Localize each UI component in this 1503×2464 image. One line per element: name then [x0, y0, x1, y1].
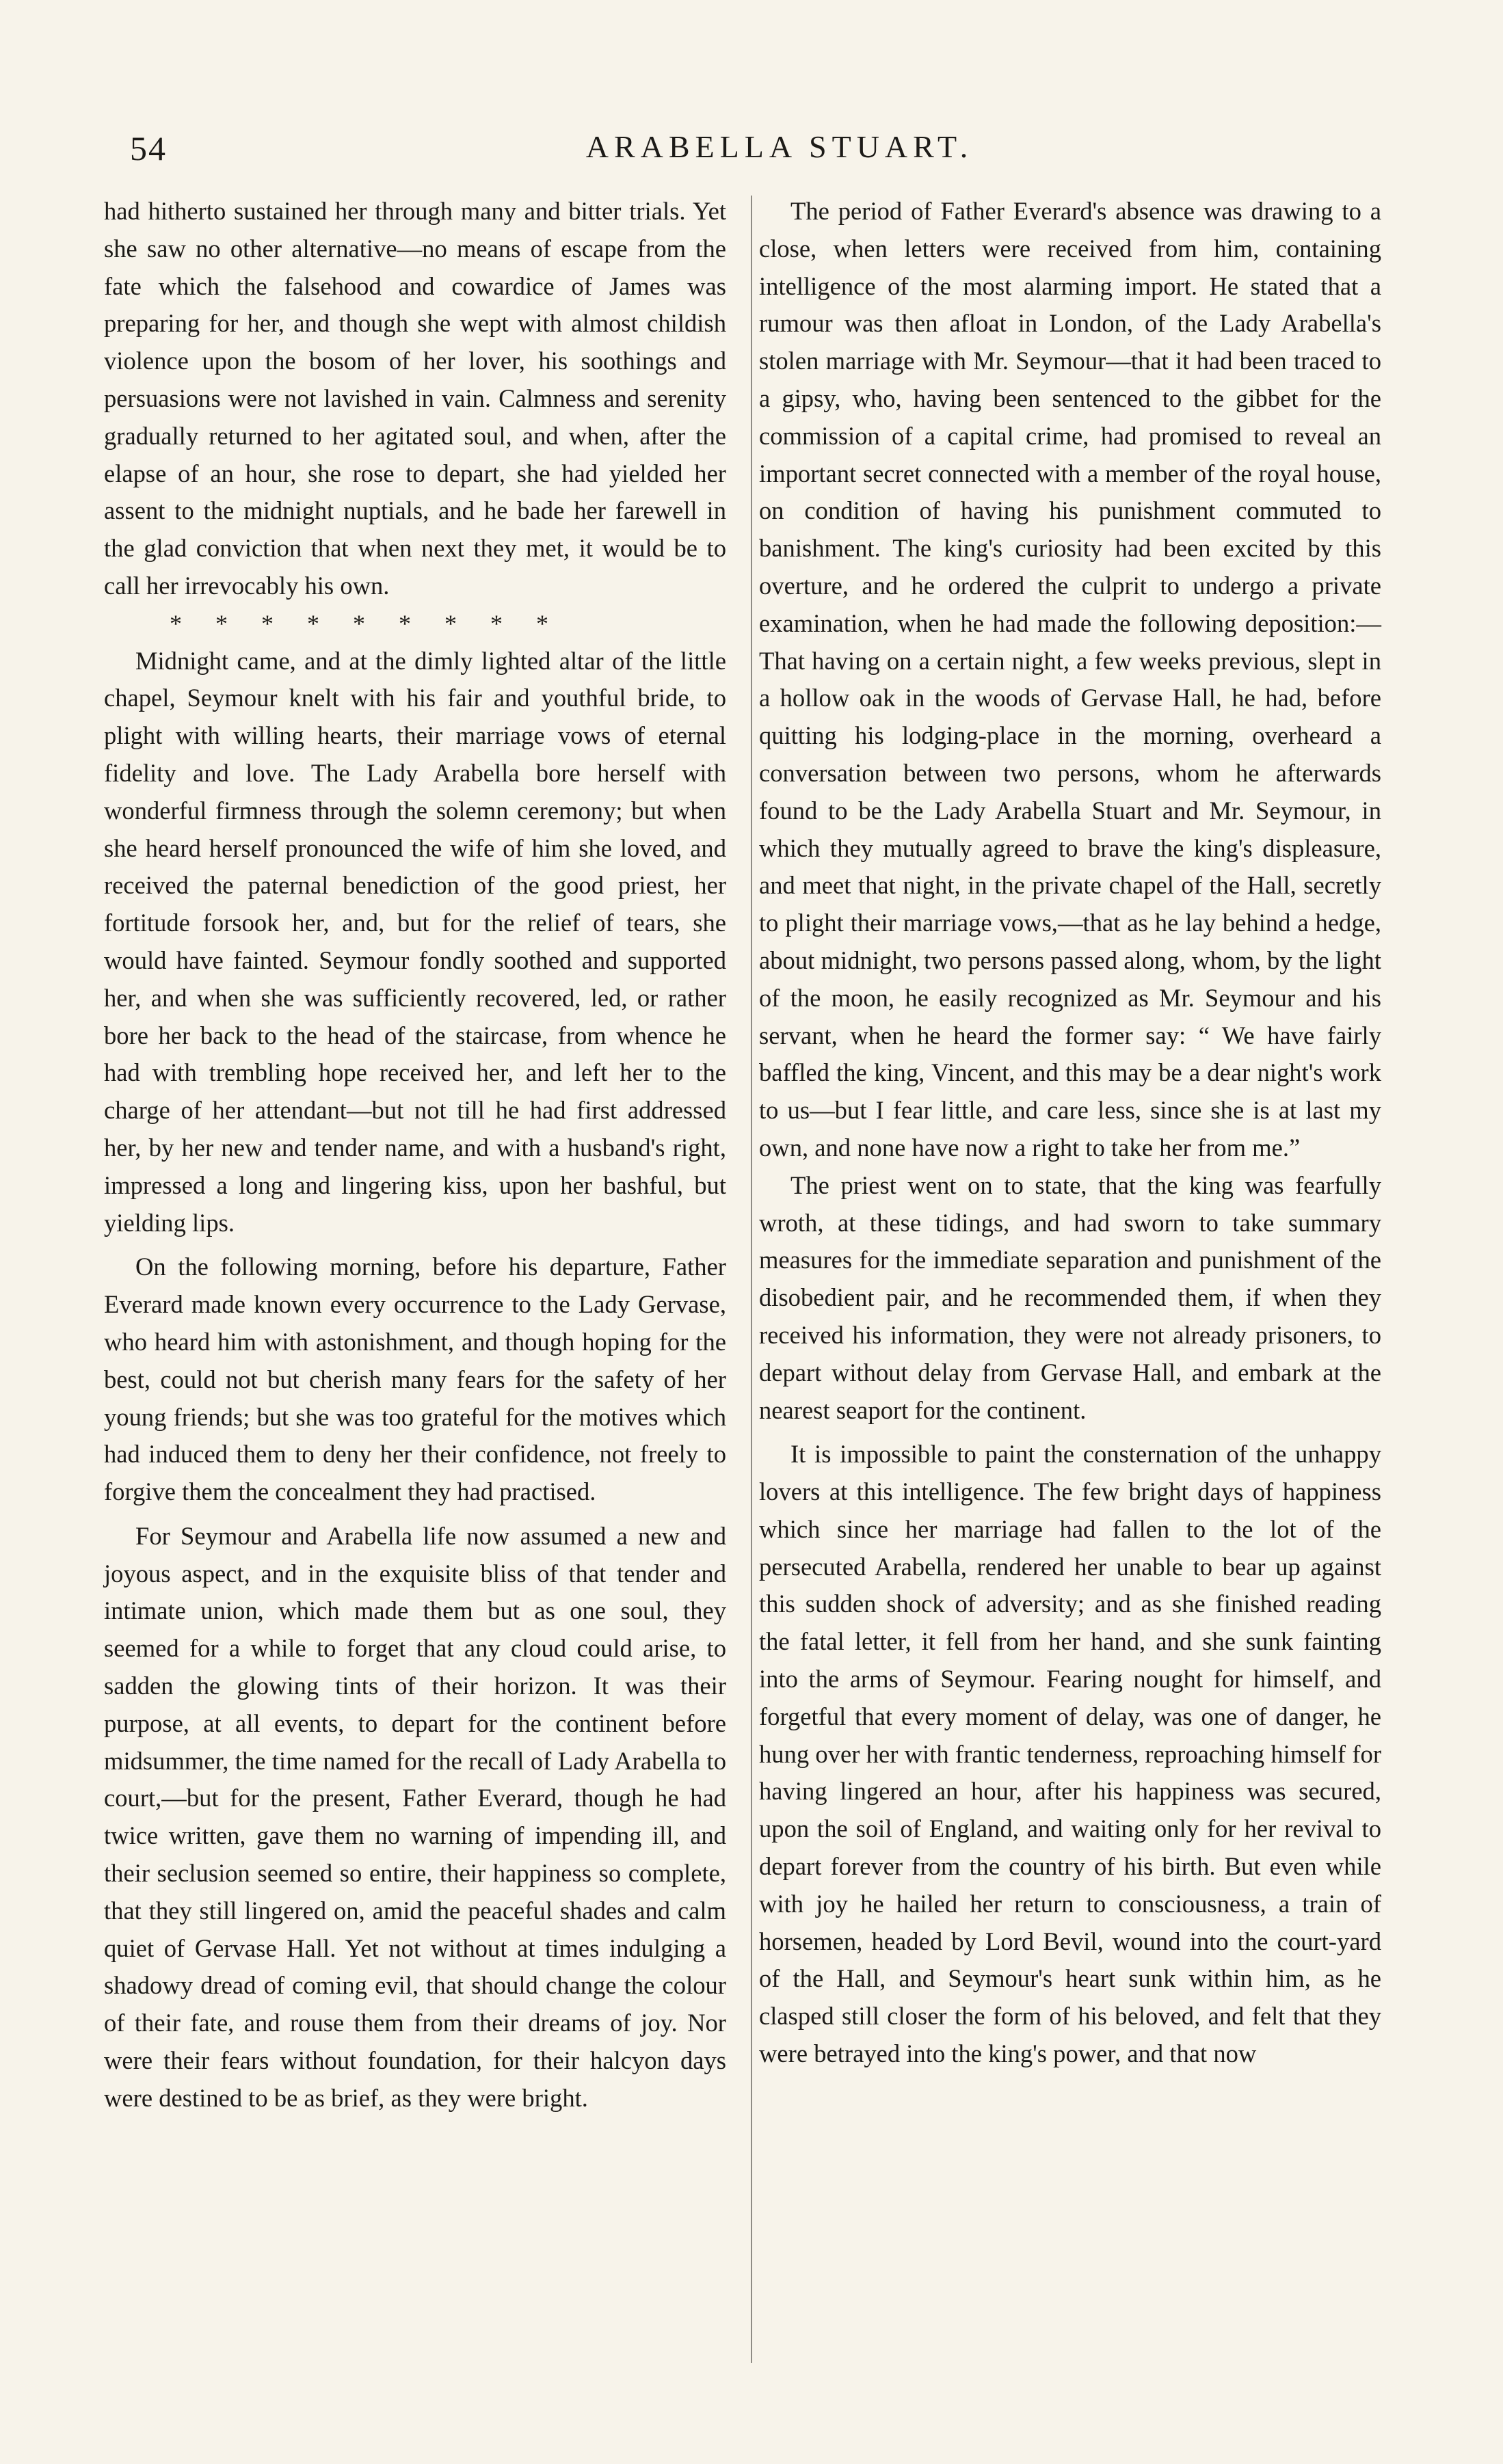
section-break-stars: * * * * * * * * *	[170, 609, 548, 637]
right-column	[759, 193, 1381, 2073]
left-paragraph-4: For Seymour and Arabella life now assumed a new and joyous aspect, and in the exquisite bliss of that tender and intimate union, which made them but as one soul, they seemed for a while to forget that any cloud could arise, to sadden the glowing tints of their horizon. It was their purpose, at all events, to depart for the continent before midsummer, the time named for the recall of Lady Arabella to court,—but for the present, Father Everard, though he had twice written, gave them no warning of impending ill, and their seclusion seemed so entire, their happiness so complete, that they still lingered on, amid the peaceful shades and calm quiet of Gervase Hall. Yet not without at times indulging a shadowy dread of coming evil, that should change the colour of their fate, and rouse them from their dreams of joy. Nor were their fears without foundation, for their halcyon days were destined to be as brief, as they were bright.	[104, 1521, 726, 2112]
right-paragraph-1: The period of Father Everard's absence was drawing to a close, when letters were received from him, containing intelligence of the most alarming import. He stated that a rumour was then afloat in London, of the Lady Arabella's stolen marriage with Mr. Seymour—that it had been traced to a gipsy, who, having been sentenced to the gibbet for the commission of a capital crime, had promised to reveal an important secret connected with a member of the royal house, on condition of having his punishment commuted to banishment. The king's curiosity had been excited by this overture, and he ordered the culprit to undergo a private examination, when he had made the following deposition:—That having on a certain night, a few weeks previous, slept in a hollow oak in the woods of Gervase Hall, he had, before quitting his lodging-place in the morning, overheard a conversation between two persons, whom he afterwards found to be the Lady Arabella Stuart and Mr. Seymour, in which they mutually agreed to brave the king's displeasure, and meet that night, in the private chapel of the Hall, secretly to plight their marriage vows,—that as he lay behind a hedge, about midnight, two persons passed along, whom, by the light of the moon, he easily recognized as Mr. Seymour and his servant, when he heard the former say: “ We have fairly baffled the king, Vincent, and this may be a dear night's work to us—but I fear little, and care less, since she is at last my own, and none have now a right to take her from me.”	[759, 197, 1381, 1162]
left-paragraph-3: On the following morning, before his departure, Father Everard made known every occurrence to the Lady Gervase, who heard him with astonishment, and though hoping for the best, could not but cherish many fears for the safety of her young friends; but she was too grateful for the motives which had induced them to deny her their confidence, not freely to forgive them the concealment they had practised.	[104, 1253, 726, 1506]
right-paragraph-3: It is impossible to paint the consternation of the unhappy lovers at this intelligence. The few bright days of happiness which since her marriage had fallen to the lot of the persecuted Arabella, rendered her unable to bear up against this sudden shock of adversity; and as she finished reading the fatal letter, it fell from her hand, and she sunk fainting into the arms of Seymour. Fearing nought for himself, and forgetful that every moment of delay, was one of danger, he hung over her with frantic tenderness, reproaching himself for having lingered an hour, after his happiness was secured, upon the soil of England, and waiting only for her revival to depart forever from the country of his birth. But even while with joy he hailed her return to consciousness, a train of horsemen, headed by Lord Bevil, wound into the court-yard of the Hall, and Seymour's heart sunk within him, as he clasped still closer the form of his beloved, and felt that they were betrayed into the king's power, and that now	[759, 1440, 1381, 2068]
page-number: 54	[130, 129, 167, 168]
left-paragraph-1: had hitherto sustained her through many and bitter trials. Yet she saw no other alternative—no means of escape from the fate which the falsehood and cowardice of James was preparing for her, and though she wept with almost childish violence upon the bosom of her lover, his soothings and persuasions were not lavished in vain. Calmness and serenity gradually returned to her agitated soul, and when, after the elapse of an hour, she rose to depart, she had yielded her assent to the midnight nuptials, and he bade her farewell in the glad conviction that when next they met, it would be to call her irrevocably his own.	[104, 197, 726, 600]
page-header	[130, 129, 1429, 170]
running-title: ARABELLA STUART.	[585, 129, 974, 164]
right-paragraph-2: The priest went on to state, that the king was fearfully wroth, at these tidings, and had sworn to take summary measures for the immediate separation and punishment of the disobedient pair, and he recommended them, if when they received his information, they were not already prisoners, to depart without delay from Gervase Hall, and embark at the nearest seaport for the continent.	[759, 1170, 1381, 1424]
left-column	[104, 193, 726, 2117]
column-divider	[751, 196, 752, 2363]
left-paragraph-2: Midnight came, and at the dimly lighted altar of the little chapel, Seymour knelt with his fair and youthful bride, to plight with willing hearts, their marriage vows of eternal fidelity and love. The Lady Arabella bore herself with wonderful firmness through the solemn ceremony; but when she heard herself pronounced the wife of him she loved, and received the paternal benediction of the good priest, her fortitude forsook her, and, but for the relief of tears, she would have fainted. Seymour fondly soothed and supported her, and when she was sufficiently recovered, led, or rather bore her back to the head of the staircase, from whence he had with trembling hope received her, and left her to the charge of her attendant—but not till he had first addressed her, by her new and tender name, and with a husband's right, impressed a long and lingering kiss, upon her bashful, but yielding lips.	[104, 646, 726, 1237]
